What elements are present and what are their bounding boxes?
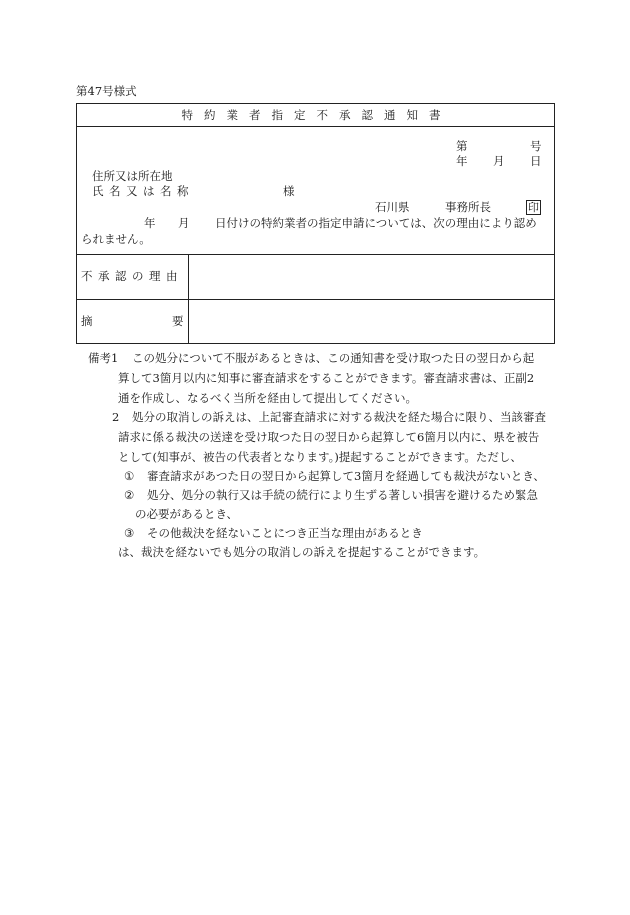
summary-label-start: 摘	[81, 314, 93, 328]
honorific-sama: 様	[283, 184, 295, 198]
condition-1-text: 審査請求があつた日の翌日から起算して3箇月を経過しても裁決がないとき、	[147, 469, 545, 483]
date-year: 年	[456, 154, 468, 168]
date-month: 月	[493, 154, 505, 168]
seal-mark	[526, 200, 541, 215]
name-label: 氏名又は名称	[92, 184, 194, 198]
condition-2-line-1: 処分、処分の執行又は手続の続行により生ずる著しい損害を避けるため緊急	[147, 488, 538, 502]
reason-divider	[77, 299, 554, 300]
body-text-line-2: られません。	[81, 232, 151, 246]
note-2-line-3: として(知事が、被告の代表者となります。)提起することができます。ただし、	[118, 450, 522, 464]
reason-label: 不承認の理由	[81, 269, 183, 283]
label-column-divider	[188, 254, 189, 344]
body-year: 年	[144, 216, 156, 230]
seal-label: 印	[528, 201, 539, 214]
body-divider	[77, 254, 554, 255]
number-suffix: 号	[530, 139, 542, 153]
issuer-title: 事務所長	[445, 200, 491, 214]
address-label: 住所又は所在地	[92, 169, 173, 183]
body-month: 月	[178, 216, 190, 230]
form-number: 第47号様式	[76, 84, 137, 98]
issuer-prefecture: 石川県	[375, 200, 410, 214]
note-2-tail: は、裁決を経ないでも処分の取消しの訴えを提起することができます。	[118, 545, 486, 559]
note-1-prefix: 備考1	[88, 351, 119, 365]
title-divider	[77, 126, 554, 127]
note-1-line-1: この処分について不服があるときは、この通知書を受け取つた日の翌日から起	[132, 351, 535, 365]
note-2-prefix: 2	[112, 410, 120, 424]
document-title: 特約業者指定不承認通知書	[181, 108, 452, 122]
condition-2-mark: ②	[124, 488, 135, 502]
condition-3-text: その他裁決を経ないことにつき正当な理由があるとき	[147, 526, 423, 540]
note-1-line-2: 算して3箇月以内に知事に審査請求をすることができます。審査請求書は、正副2	[118, 371, 535, 385]
condition-3-mark: ③	[124, 526, 135, 540]
note-2-line-2: 請求に係る裁決の送達を受け取つた日の翌日から起算して6箇月以内に、県を被告	[118, 430, 540, 444]
body-text-line-1: 日付けの特約業者の指定申請については、次の理由により認め	[215, 216, 537, 230]
note-1-line-3: 通を作成し、なるべく当所を経由して提出してください。	[118, 391, 417, 405]
condition-1-mark: ①	[124, 469, 135, 483]
summary-label-end: 要	[172, 314, 184, 328]
date-day: 日	[530, 154, 542, 168]
condition-2-line-2: の必要があるとき、	[135, 507, 239, 521]
notice-form-table	[76, 103, 555, 344]
number-prefix: 第	[456, 139, 468, 153]
note-2-line-1: 処分の取消しの訴えは、上記審査請求に対する裁決を経た場合に限り、当該審査	[132, 410, 546, 424]
